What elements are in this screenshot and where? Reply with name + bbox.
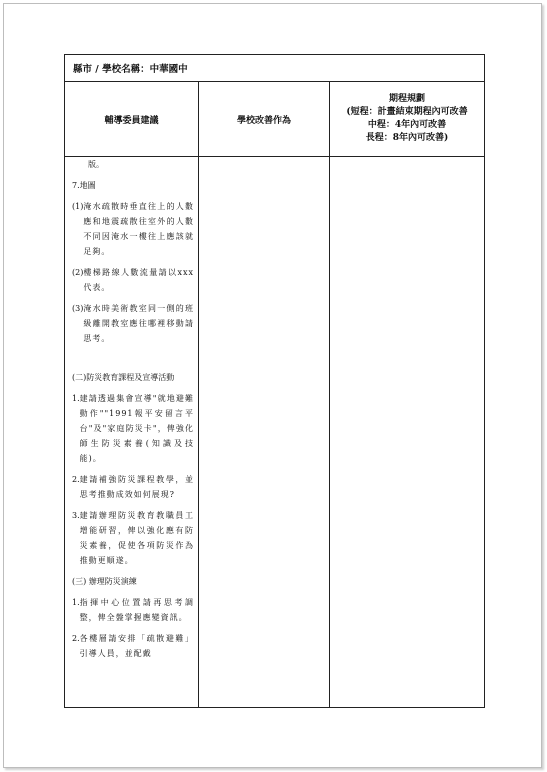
list-item: (2) 樓梯路線人數流量請以xxx代表。 — [72, 268, 194, 292]
schedule-long-term: 長程：8年內可改善) — [365, 133, 449, 143]
list-item: 1. 建請透過集會宣導"就地避難動作""1991報平安留言平台"及"家庭防災卡"，俾強化師生防災素養(知識及技能)。 — [72, 394, 194, 463]
column-header-advisor-suggestions: 輔導委員建議 — [65, 82, 199, 157]
column-header-schedule — [330, 82, 485, 157]
list-item: (3) 淹水時美術教室同一側的班級離開教室應往哪裡移動請思考。 — [72, 304, 194, 343]
list-item: 2. 建請補強防災課程教學，並思考推動成效如何展現? — [72, 475, 194, 499]
schedule-mid-term: 中程：4年內可改善 — [367, 120, 447, 130]
improvement-table — [64, 54, 485, 708]
schedule-cell — [330, 157, 485, 708]
schedule-short-term: (短程：計畫結束期程內可改善 — [346, 107, 468, 117]
section-2-heading: (二)防災教育課程及宣導活動 — [72, 373, 175, 382]
list-item: 1. 指揮中心位置請再思考調整，俾全盤掌握應變資訊。 — [72, 598, 194, 622]
advisor-suggestions-cell — [65, 157, 199, 708]
document-page — [3, 3, 542, 768]
column-header-school-improvement: 學校改善作為 — [199, 82, 330, 157]
school-improvement-cell — [199, 157, 330, 708]
section-7-heading: 7.地圖 — [72, 181, 96, 190]
list-item: 3. 建請辦理防災教育教職員工增能研習，俾以強化應有防災素養，促使各項防災作為推動更順遂。 — [72, 511, 194, 565]
section-3-heading: (三) 辦理防災演練 — [72, 577, 137, 586]
schedule-heading: 期程規劃 — [389, 94, 426, 104]
list-item: 2. 各樓層請安排「疏散避難」引導人員，並配戴 — [72, 634, 194, 658]
list-item: (1) 淹水疏散時垂直往上的人數應和地震疏散往室外的人數不同因淹水一樓往上應該就足夠。 — [72, 202, 194, 256]
school-title: 縣市 / 學校名稱：中華國中 — [65, 55, 485, 82]
continued-line: 版。 — [88, 160, 104, 169]
